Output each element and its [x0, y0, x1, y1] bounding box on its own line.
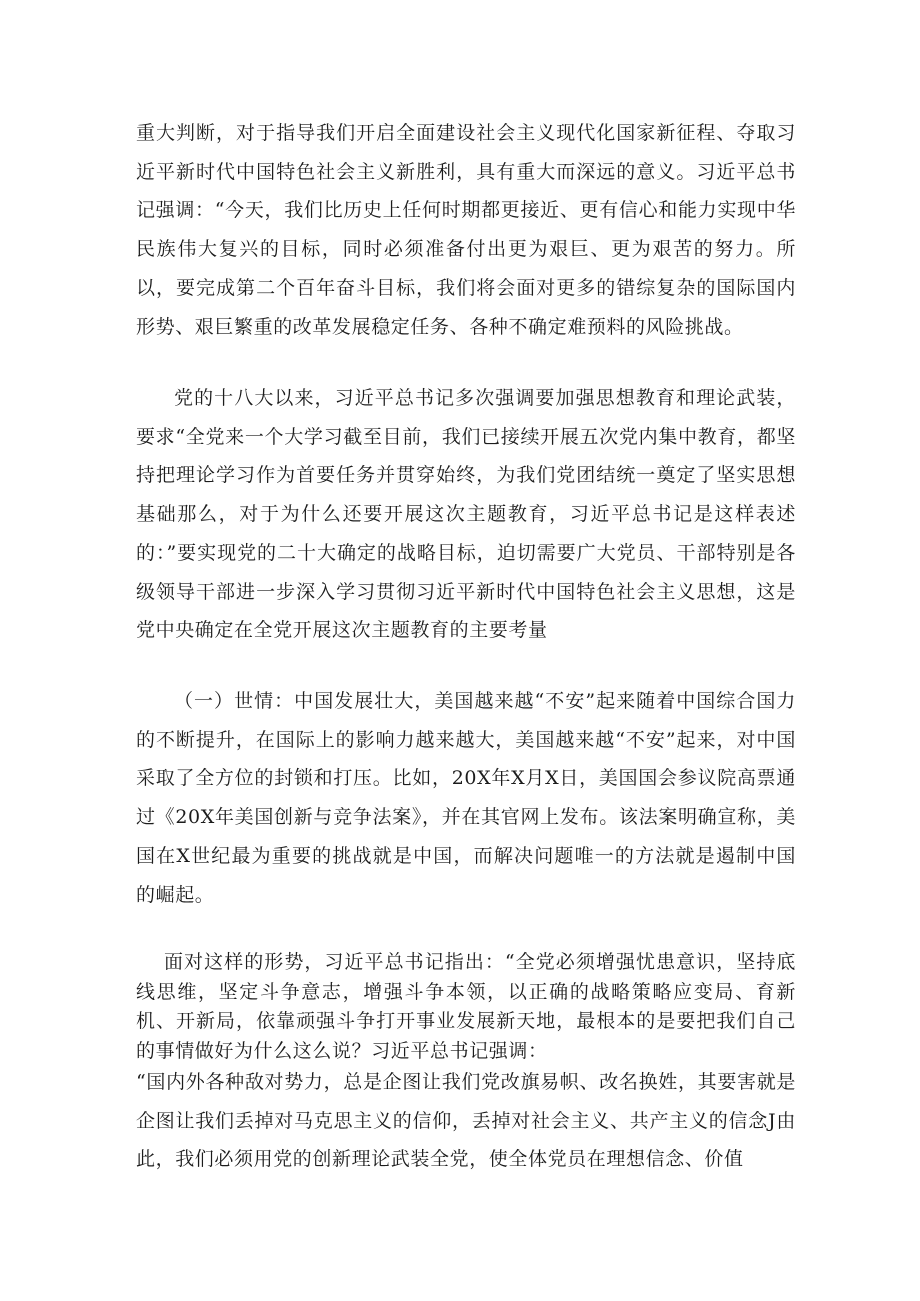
- paragraph-3-section-heading: （一）世情：中国发展壮大，美国越来越“不安”起来随着中国综合国力的不断提升，在国际上的影响力越来越大，美国越来越“不安”起来，对中国采取了全方位的封锁和打压。比如，20X年X月X日，美国国会参议院高票通过《20X年美国创新与竞争法案》，并在其官网上发布。该法案明确宣称，美国在X世纪最为重要的挑战就是中国，而解决问题唯一的方法就是遏制中国的崛起。: [136, 690, 796, 906]
- paragraph-5-quote: “国内外各种敌对势力，总是企图让我们党改旗易帜、改名换姓，其要害就是企图让我们丢掉对马克思主义的信仰，丢掉对社会主义、共产主义的信念J由此，我们必须用党的创新理论武装全党，使全体党员在理想信念、价值: [136, 1071, 796, 1171]
- paragraph-4: 面对这样的形势，习近平总书记指出：“全党必须增强忧患意识，坚持底线思维，坚定斗争意志，增强斗争本领，以正确的战略策略应变局、育新机、开新局，依靠顽强斗争打开事业发展新天地，最根本的是要把我们自己的事情做好为什么这么说？习近平总书记强调：: [136, 951, 796, 1062]
- paragraph-2: 党的十八大以来，习近平总书记多次强调要加强思想教育和理论武装，要求“全党来一个大学习截至目前，我们已接续开展五次党内集中教育，都坚持把理论学习作为首要任务并贯穿始终，为我们党团结统一奠定了坚实思想基础那么，对于为什么还要开展这次主题教育，习近平总书记是这样表述的：”要实现党的二十大确定的战略目标，迫切需要广大党员、干部特别是各级领导干部进一步深入学习贯彻习近平新时代中国特色社会主义思想，这是党中央确定在全党开展这次主题教育的主要考量: [136, 387, 796, 642]
- paragraph-1: 重大判断，对于指导我们开启全面建设社会主义现代化国家新征程、夺取习近平新时代中国特色社会主义新胜利，具有重大而深远的意义。习近平总书记强调：“今天，我们比历史上任何时期都更接近、更有信心和能力实现中华民族伟大复兴的目标，同时必须准备付出更为艰巨、更为艰苦的努力。所以，要完成第二个百年奋斗目标，我们将会面对更多的错综复杂的国际国内形势、艰巨繁重的改革发展稳定任务、各种不确定难预料的风险挑战。: [136, 122, 796, 338]
